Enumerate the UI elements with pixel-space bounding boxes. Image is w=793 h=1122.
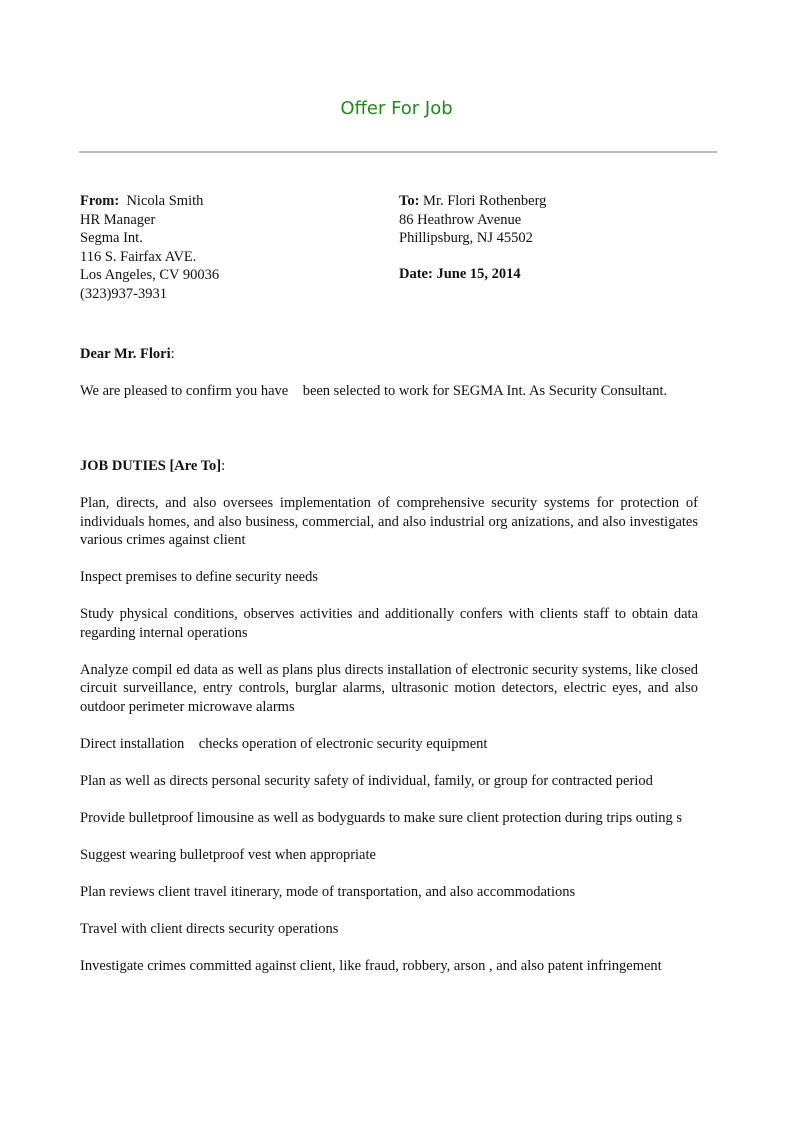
duties-list — [80, 494, 698, 995]
sender-phone: (323)937-3931 — [80, 285, 167, 302]
sender-company: Segma Int. — [80, 230, 143, 246]
intro-paragraph: We are pleased to confirm you have been selected to work for SEGMA Int. As Security Consultant. — [80, 383, 668, 399]
duty-item: Investigate crimes committed against client, like fraud, robbery, arson , and also patent infringement — [80, 958, 662, 975]
salutation-text: Dear Mr. Flori — [80, 346, 171, 362]
duty-item: Plan, directs, and also oversees implementation of comprehensive security systems for protection of individuals homes, and also business, commercial, and also industrial org anizations, and also investigates various crimes against client — [80, 495, 698, 548]
recipient-name: Mr. Flori Rothenberg — [423, 193, 547, 209]
recipient-name-line — [399, 192, 729, 211]
duty-item: Plan as well as directs personal security safety of individual, family, or group for contracted period — [80, 772, 653, 789]
duties-heading-colon: : — [221, 458, 226, 474]
recipient-city: Phillipsburg, NJ 45502 — [399, 230, 533, 246]
sender-label: From: — [80, 193, 120, 209]
duty-item: Inspect premises to define security needs — [80, 569, 318, 586]
sender-street: 116 S. Fairfax AVE. — [80, 248, 197, 265]
duty-item: Travel with client directs security operations — [80, 921, 339, 938]
recipient-block — [399, 192, 729, 248]
duty-item: Analyze compil ed data as well as plans plus directs installation of electronic security systems, like closed circuit surveillance, entry controls, burglar alarms, ultrasonic motion detectors, electric eyes, and also outdoor perimeter microwave alarms — [80, 661, 698, 715]
sender-name: Nicola Smith — [126, 193, 204, 209]
duty-item: Provide bulletproof limousine as well as bodyguards to make sure client protection during trips outing s — [80, 810, 683, 827]
salutation — [80, 345, 720, 364]
duty-item: Study physical conditions, observes activities and additionally confers with clients staff to obtain data regarding internal operations — [80, 606, 698, 641]
sender-position: HR Manager — [80, 211, 156, 228]
salutation-colon: : — [170, 346, 175, 362]
recipient-label: To: — [399, 193, 420, 209]
recipient-street: 86 Heathrow Avenue — [399, 211, 522, 228]
duties-heading-text: JOB DUTIES [Are To] — [80, 458, 222, 474]
duties-heading — [80, 457, 720, 476]
sender-city: Los Angeles, CV 90036 — [80, 267, 220, 283]
document-title: Offer For Job — [340, 98, 453, 119]
title-divider — [79, 151, 717, 153]
letter-date: Date: June 15, 2014 — [399, 266, 521, 282]
sender-block — [80, 192, 380, 303]
duty-item: Plan reviews client travel itinerary, mode of transportation, and also accommodations — [80, 884, 576, 901]
duty-item: Suggest wearing bulletproof vest when appropriate — [80, 847, 376, 864]
duty-item: Direct installation checks operation of electronic security equipment — [80, 735, 488, 752]
sender-name-line — [80, 192, 380, 211]
